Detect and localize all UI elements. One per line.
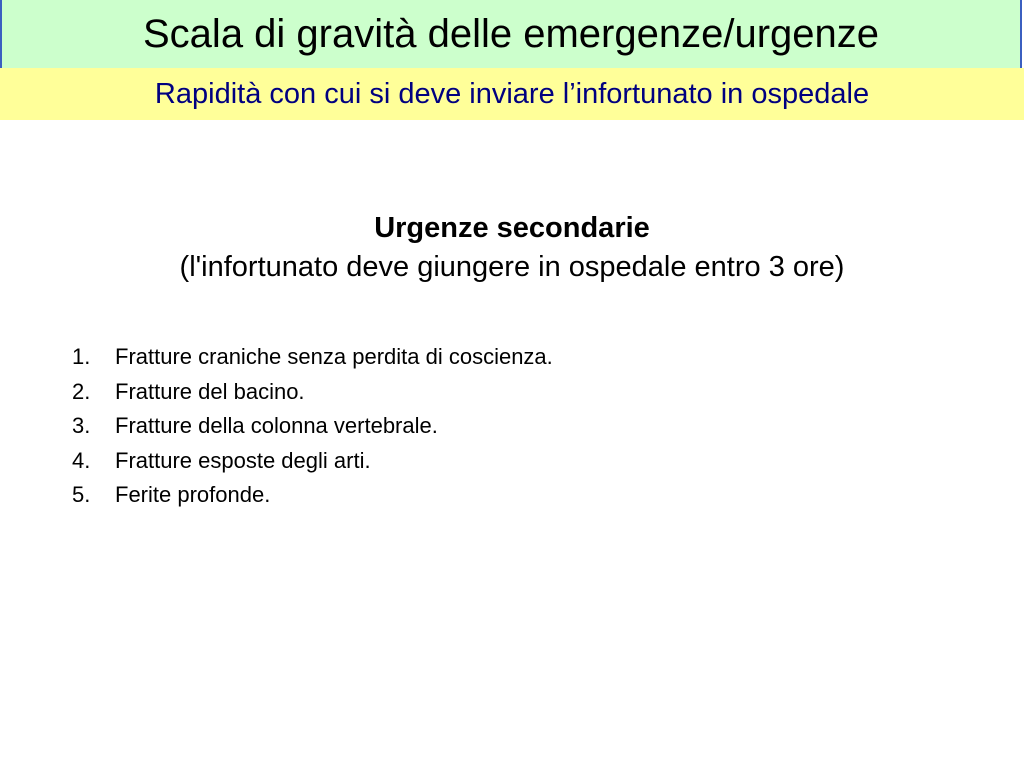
urgency-list <box>72 340 553 513</box>
list-item <box>72 375 553 410</box>
title-band <box>0 0 1022 68</box>
list-item <box>72 340 553 375</box>
section-heading-block <box>0 209 1024 287</box>
list-item <box>72 478 553 513</box>
section-heading: Urgenze secondarie <box>374 212 650 244</box>
slide-title: Scala di gravità delle emergenze/urgenze <box>143 12 879 56</box>
list-item <box>72 409 553 444</box>
list-item-text: Ferite profonde. <box>115 482 271 507</box>
list-item-text: Fratture craniche senza perdita di coscienza. <box>115 344 553 369</box>
list-item-text: Fratture della colonna vertebrale. <box>115 413 438 438</box>
list-item <box>72 444 553 479</box>
list-item-text: Fratture del bacino. <box>115 378 305 404</box>
subtitle-band <box>0 68 1024 120</box>
list-item-number: 3. <box>72 413 91 438</box>
list-item-text: Fratture esposte degli arti. <box>115 447 371 473</box>
slide-subtitle: Rapidità con cui si deve inviare l’infortunato in ospedale <box>154 77 870 110</box>
list-item-number: 1. <box>72 344 91 369</box>
list-item-number: 4. <box>72 447 91 473</box>
list-item-number: 2. <box>72 378 91 404</box>
list-item-number: 5. <box>72 482 91 507</box>
section-note: (l'infortunato deve giungere in ospedale entro 3 ore) <box>179 251 845 283</box>
